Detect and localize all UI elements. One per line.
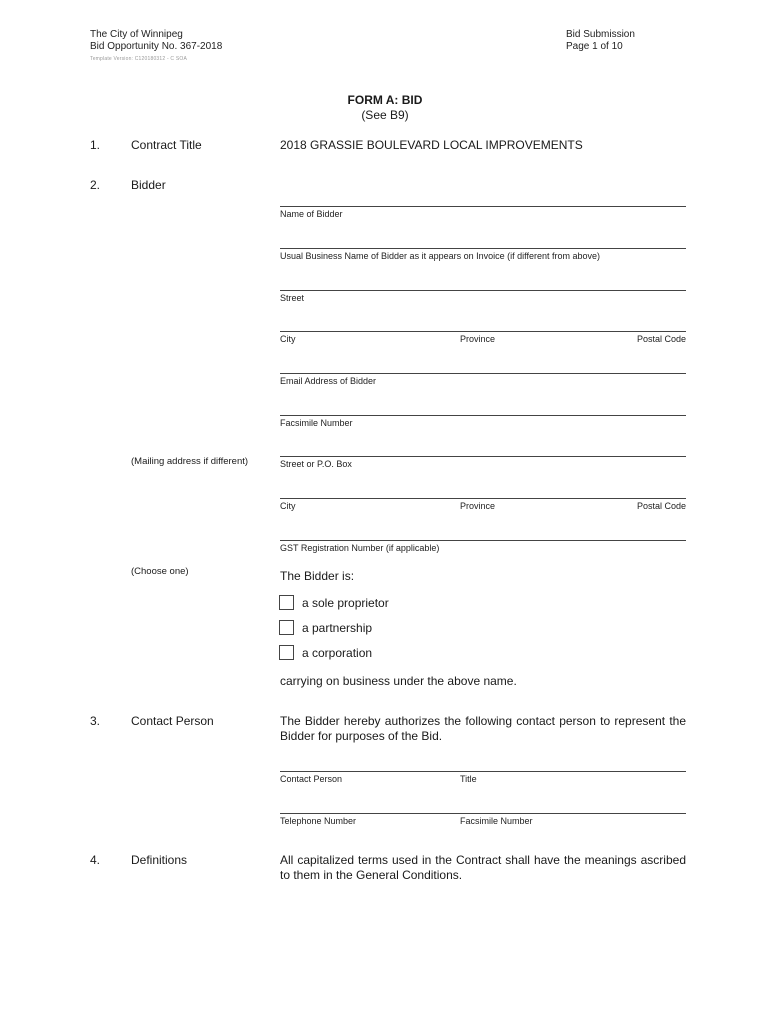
- street-po-box-field[interactable]: [280, 456, 686, 457]
- city-province-postal-field[interactable]: [280, 331, 686, 332]
- corporation-checkbox[interactable]: [279, 645, 294, 660]
- section-3-number: 3.: [90, 714, 101, 728]
- contract-title-value: 2018 GRASSIE BOULEVARD LOCAL IMPROVEMENTS: [280, 138, 583, 152]
- sole-proprietor-checkbox[interactable]: [279, 595, 294, 610]
- mailing-city-province-postal-field[interactable]: [280, 498, 686, 499]
- contact-title-caption: Title: [460, 774, 477, 784]
- mailing-postal-code-caption: Postal Code: [636, 501, 686, 511]
- choose-one-note: (Choose one): [131, 566, 189, 577]
- form-title: FORM A: BID: [347, 93, 423, 107]
- section-1-number: 1.: [90, 138, 101, 152]
- postal-code-caption: Postal Code: [636, 334, 686, 344]
- partnership-label: a partnership: [302, 621, 373, 635]
- contact-person-paragraph: The Bidder hereby authorizes the following contact person to represent the Bidder for purposes of the Bid.: [280, 714, 686, 743]
- contact-facsimile-caption: Facsimile Number: [460, 816, 533, 826]
- contact-person-caption: Contact Person: [280, 774, 343, 784]
- street-field[interactable]: [280, 290, 686, 291]
- email-field[interactable]: [280, 373, 686, 374]
- gst-caption: GST Registration Number (if applicable): [280, 543, 440, 553]
- section-2-label: Bidder: [131, 178, 166, 192]
- email-caption: Email Address of Bidder: [280, 376, 377, 386]
- form-see-reference: (See B9): [361, 108, 409, 122]
- section-2-number: 2.: [90, 178, 101, 192]
- section-1-label: Contract Title: [131, 138, 202, 152]
- business-name-field[interactable]: [280, 248, 686, 249]
- gst-field[interactable]: [280, 540, 686, 541]
- partnership-checkbox[interactable]: [279, 620, 294, 635]
- province-caption: Province: [460, 334, 496, 344]
- city-caption: City: [280, 334, 296, 344]
- section-4-number: 4.: [90, 853, 101, 867]
- telephone-caption: Telephone Number: [280, 816, 357, 826]
- header-bid-opportunity: Bid Opportunity No. 367-2018: [90, 41, 223, 52]
- mailing-city-caption: City: [280, 501, 296, 511]
- business-name-caption: Usual Business Name of Bidder as it appears on Invoice (if different from above): [280, 251, 600, 261]
- bidder-is-label: The Bidder is:: [280, 569, 355, 583]
- name-of-bidder-field[interactable]: [280, 206, 686, 207]
- street-caption: Street: [280, 293, 305, 303]
- facsimile-caption: Facsimile Number: [280, 418, 353, 428]
- section-4-label: Definitions: [131, 853, 188, 867]
- telephone-facsimile-field[interactable]: [280, 813, 686, 814]
- header-org: The City of Winnipeg: [90, 29, 183, 40]
- facsimile-field[interactable]: [280, 415, 686, 416]
- header-page-number: Page 1 of 10: [566, 41, 623, 52]
- carrying-on-text: carrying on business under the above name.: [280, 674, 517, 688]
- definitions-paragraph: All capitalized terms used in the Contract shall have the meanings ascribed to them in the General Conditions.: [280, 853, 686, 882]
- sole-proprietor-label: a sole proprietor: [302, 596, 389, 610]
- corporation-label: a corporation: [302, 646, 373, 660]
- mailing-address-note: (Mailing address if different): [131, 456, 249, 467]
- mailing-province-caption: Province: [460, 501, 496, 511]
- header-template-version: Template Version: C120180312 - C SOA: [90, 56, 187, 62]
- section-3-label: Contact Person: [131, 714, 214, 728]
- name-of-bidder-caption: Name of Bidder: [280, 209, 343, 219]
- street-po-box-caption: Street or P.O. Box: [280, 459, 352, 469]
- contact-person-title-field[interactable]: [280, 771, 686, 772]
- header-doc-type: Bid Submission: [566, 29, 635, 40]
